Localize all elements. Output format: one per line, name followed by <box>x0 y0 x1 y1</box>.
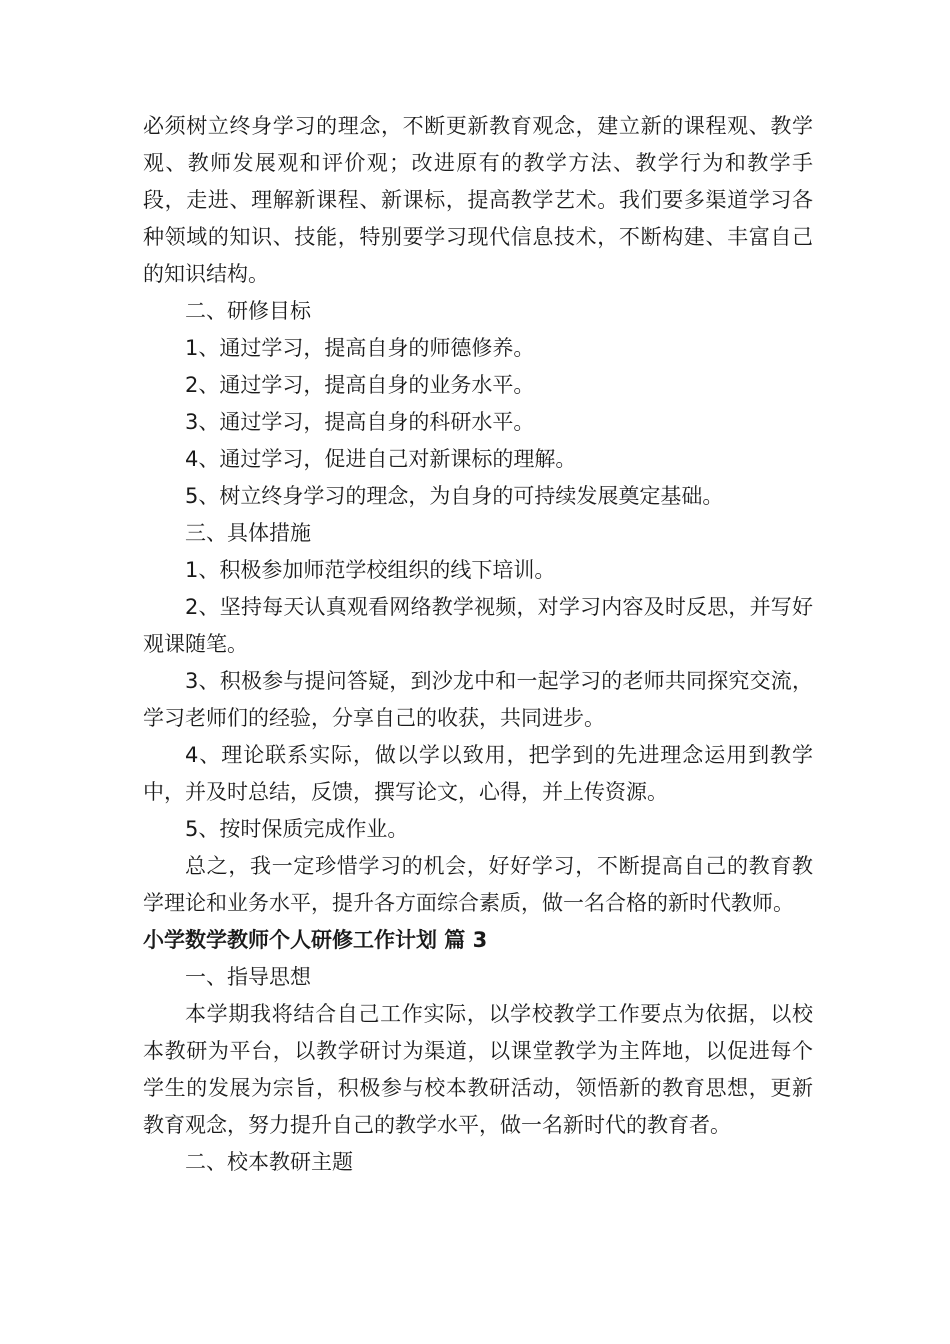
measure-item-2: 2、坚持每天认真观看网络教学视频，对学习内容及时反思，并写好观课随笔。 <box>143 595 813 656</box>
paragraph-intro-continuation: 必须树立终身学习的理念，不断更新教育观念，建立新的课程观、教学观、教师发展观和评价观；改进原有的教学方法、教学行为和教学手段，走进、理解新课程、新课标，提高教学艺术。我们要多渠道学习各种领域的知识、技能，特别要学习现代信息技术，不断构建、丰富自己的知识结构。 <box>143 114 813 286</box>
goal-item-2: 2、通过学习，提高自身的业务水平。 <box>185 373 535 397</box>
goal-item-3: 3、通过学习，提高自身的科研水平。 <box>185 410 535 434</box>
section-heading-school-research-theme: 二、校本教研主题 <box>185 1150 353 1174</box>
section-heading-measures: 三、具体措施 <box>185 521 311 545</box>
goal-item-5: 5、树立终身学习的理念，为自身的可持续发展奠定基础。 <box>185 484 724 508</box>
goal-item-1: 1、通过学习，提高自身的师德修养。 <box>185 336 535 360</box>
goal-item-4: 4、通过学习，促进自己对新课标的理解。 <box>185 447 577 471</box>
measure-item-4: 4、理论联系实际，做以学以致用，把学到的先进理念运用到教学中，并及时总结，反馈，撰写论文，心得，并上传资源。 <box>143 743 813 804</box>
document-body <box>143 108 813 1181</box>
measure-item-5: 5、按时保质完成作业。 <box>185 817 409 841</box>
section-heading-guiding-thought: 一、指导思想 <box>185 965 311 989</box>
article-heading-part-3: 小学数学教师个人研修工作计划 篇 3 <box>143 928 488 952</box>
conclusion-paragraph: 总之，我一定珍惜学习的机会，好好学习，不断提高自己的教育教学理论和业务水平，提升各方面综合素质，做一名合格的新时代教师。 <box>143 854 813 915</box>
measure-item-3: 3、积极参与提问答疑，到沙龙中和一起学习的老师共同探究交流，学习老师们的经验，分享自己的收获，共同进步。 <box>143 669 813 730</box>
guiding-thought-paragraph: 本学期我将结合自己工作实际，以学校教学工作要点为依据，以校本教研为平台，以教学研讨为渠道，以课堂教学为主阵地，以促进每个学生的发展为宗旨，积极参与校本教研活动，领悟新的教育思想，更新教育观念，努力提升自己的教学水平，做一名新时代的教育者。 <box>143 1002 813 1137</box>
measure-item-1: 1、积极参加师范学校组织的线下培训。 <box>185 558 556 582</box>
section-heading-research-goals: 二、研修目标 <box>185 299 311 323</box>
